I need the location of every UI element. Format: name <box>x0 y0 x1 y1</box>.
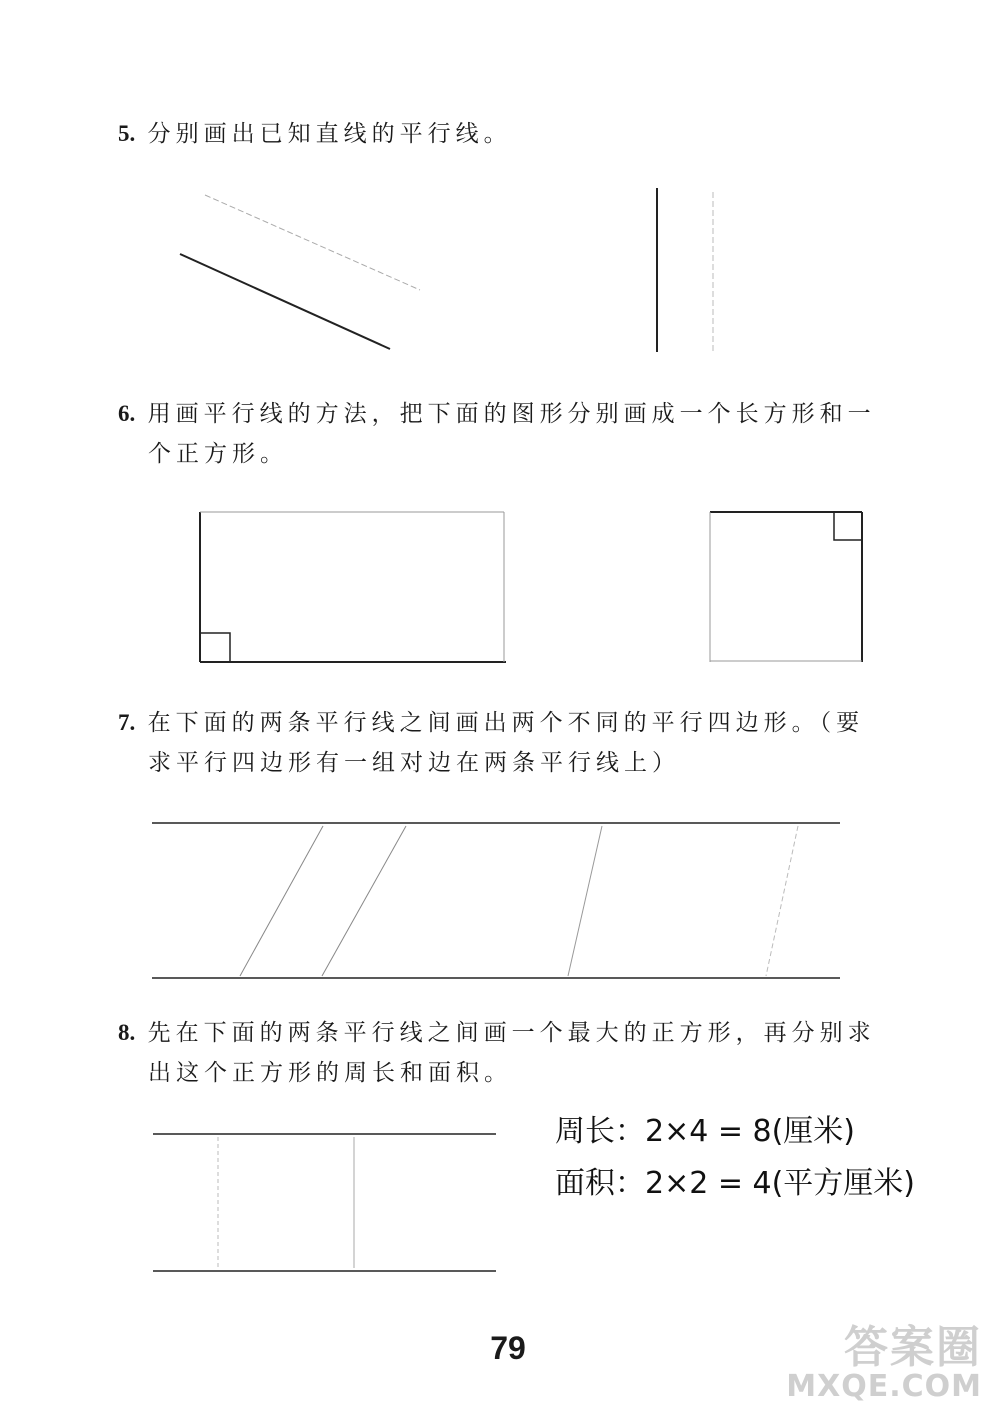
question-number: 7. <box>118 710 136 735</box>
q6-square-figure <box>710 512 862 662</box>
q5-vertical-line-figure <box>657 188 713 352</box>
parallelogram-1-left-side <box>240 826 323 976</box>
handwritten-perimeter-answer: 周长：2×4 = 8(厘米) <box>555 1114 856 1149</box>
parallelogram-1-right-side <box>322 826 406 976</box>
question-text-line1: 在下面的两条平行线之间画出两个不同的平行四边形。（要 <box>147 710 865 736</box>
question-text-line2: 出这个正方形的周长和面积。 <box>148 1060 512 1086</box>
watermark-logo <box>786 1322 982 1405</box>
question-text-line1: 用画平行线的方法，把下面的图形分别画成一个长方形和一 <box>147 401 876 427</box>
watermark-line2: MXQE.COM <box>786 1369 982 1405</box>
right-angle-mark <box>834 512 862 540</box>
q5-slanted-line-figure <box>180 195 420 349</box>
parallelogram-2-right-side <box>766 826 798 976</box>
question-text-line2: 求平行四边形有一组对边在两条平行线上） <box>148 750 680 776</box>
parallelogram-2-left-side <box>568 826 602 976</box>
handwritten-area-answer: 面积：2×2 = 4(平方厘米) <box>555 1166 916 1201</box>
watermark-line1: 答案圈 <box>844 1322 982 1373</box>
question-text-line1: 先在下面的两条平行线之间画一个最大的正方形，再分别求 <box>147 1020 876 1046</box>
question-text-line2: 个正方形。 <box>148 441 288 467</box>
page-number: 79 <box>490 1330 526 1366</box>
given-slanted-line <box>180 254 390 349</box>
q7-parallel-lines-figure <box>152 823 840 978</box>
question-number: 8. <box>118 1020 136 1045</box>
drawn-parallel-line <box>205 195 420 290</box>
q6-rectangle-figure <box>200 512 506 662</box>
question-number: 6. <box>118 401 136 426</box>
right-angle-mark <box>200 633 230 662</box>
question-text: 分别画出已知直线的平行线。 <box>147 121 512 147</box>
question-number: 5. <box>118 121 136 146</box>
q8-parallel-lines-figure <box>153 1134 496 1271</box>
